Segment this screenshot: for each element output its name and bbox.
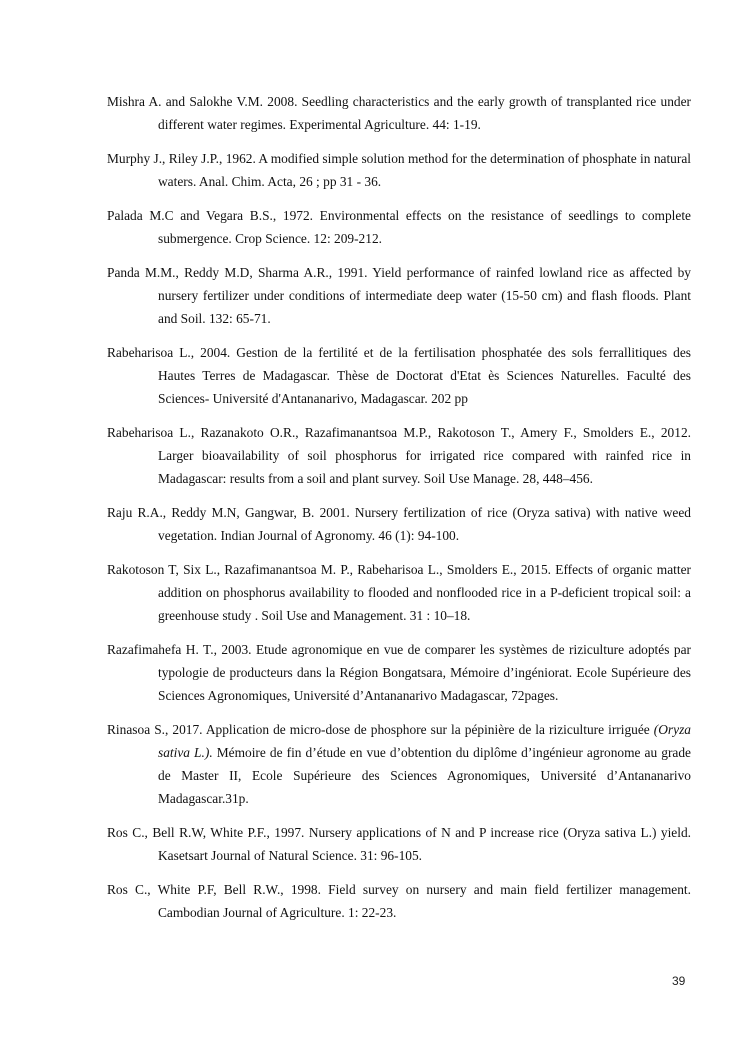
- reference-entry: Rabeharisoa L., Razanakoto O.R., Razafimanantsoa M.P., Rakotoson T., Amery F., Smolders E., 2012. Larger bioavailability of soil phosphorus for irrigated rice compared with rainfed rice in Madagascar: results from a soil and plant survey. Soil Use Manage. 28, 448–456.: [107, 425, 691, 486]
- reference-entry: Mishra A. and Salokhe V.M. 2008. Seedling characteristics and the early growth of transplanted rice under different water regimes. Experimental Agriculture. 44: 1-19.: [107, 94, 691, 132]
- page-number: 39: [672, 974, 686, 988]
- reference-entry: Ros C., Bell R.W, White P.F., 1997. Nursery applications of N and P increase rice (Oryza sativa L.) yield. Kasetsart Journal of Natural Science. 31: 96-105.: [107, 825, 691, 863]
- reference-text: Rinasoa S., 2017. Application de micro-dose de phosphore sur la pépinière de la riziculture irriguée: [107, 722, 654, 737]
- reference-entry: Ros C., White P.F, Bell R.W., 1998. Field survey on nursery and main field fertilizer management. Cambodian Journal of Agriculture. 1: 22-23.: [107, 882, 691, 920]
- reference-entry: Rabeharisoa L., 2004. Gestion de la fertilité et de la fertilisation phosphatée des sols ferrallitiques des Hautes Terres de Madagascar. Thèse de Doctorat d'Etat ès Sciences Naturelles. Faculté des Sciences- Université d'Antananarivo, Madagascar. 202 pp: [107, 345, 691, 406]
- reference-entry: [107, 718, 691, 810]
- reference-entry: Rakotoson T, Six L., Razafimanantsoa M. P., Rabeharisoa L., Smolders E., 2015. Effects of organic matter addition on phosphorus availability to flooded and nonflooded rice in a P-deficient tropical soil: a greenhouse study . Soil Use and Management. 31 : 10–18.: [107, 562, 691, 623]
- reference-entry: Palada M.C and Vegara B.S., 1972. Environmental effects on the resistance of seedlings to complete submergence. Crop Science. 12: 209-212.: [107, 208, 691, 246]
- reference-entry: Murphy J., Riley J.P., 1962. A modified simple solution method for the determination of phosphate in natural waters. Anal. Chim. Acta, 26 ; pp 31 - 36.: [107, 151, 691, 189]
- reference-text: Mémoire de fin d’étude en vue d’obtention du diplôme d’ingénieur agronome au grade de Master II, Ecole Supérieure des Sciences Agronomiques, Université d’Antananarivo Madagascar.31p.: [158, 745, 691, 806]
- reference-italic-species: (Oryza sativa L.).: [158, 722, 691, 760]
- reference-list: [107, 90, 691, 935]
- reference-entry: Raju R.A., Reddy M.N, Gangwar, B. 2001. Nursery fertilization of rice (Oryza sativa) with native weed vegetation. Indian Journal of Agronomy. 46 (1): 94-100.: [107, 505, 691, 543]
- reference-entry: Razafimahefa H. T., 2003. Etude agronomique en vue de comparer les systèmes de riziculture adoptés par typologie de producteurs dans la Région Bongatsara, Mémoire d’ingéniorat. Ecole Supérieure des Sciences Agronomiques, Université d’Antananarivo Madagascar, 72pages.: [107, 642, 691, 703]
- reference-entry: Panda M.M., Reddy M.D, Sharma A.R., 1991. Yield performance of rainfed lowland rice as affected by nursery fertilizer under conditions of intermediate deep water (15-50 cm) and flash floods. Plant and Soil. 132: 65-71.: [107, 265, 691, 326]
